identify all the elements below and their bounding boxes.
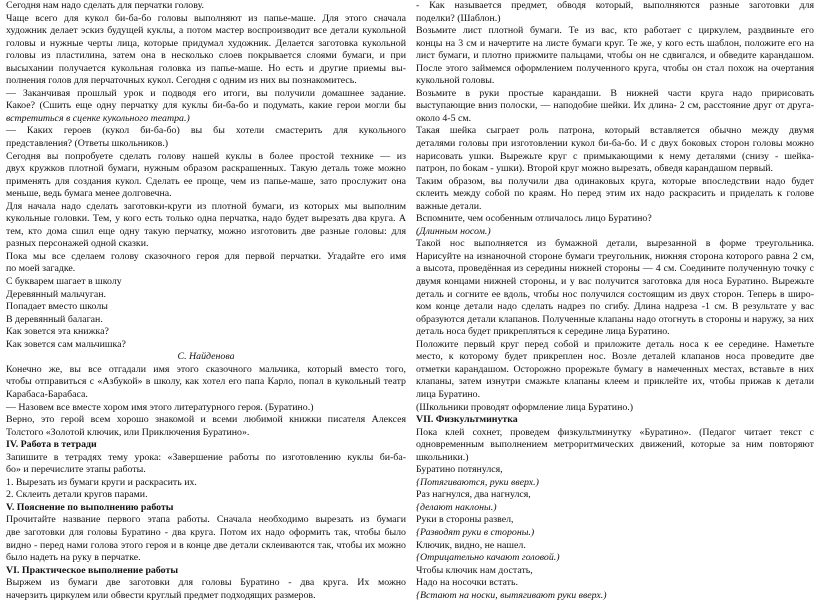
text-line: Вспомните, чем особенным отличалось лицо Буратино?: [416, 213, 652, 225]
text-line: было надеть на руку в перчатке.: [6, 552, 141, 564]
text-line: С. Найденова: [177, 351, 235, 363]
text-line: — Заканчивая прошлый урок и подводя его итоги, вы получили домашнее задание.: [6, 87, 406, 99]
text-line: VII. Физкультминутка: [416, 414, 518, 426]
text-line: деталями головы при изготовлении кукол би-ба-бо. И с двух боковых сторон головы можно: [416, 138, 814, 150]
text-line: Пока клей сохнет, проведем физкультминутку «Буратино». (Педагог читает текст с: [416, 426, 814, 438]
text-line: Сегодня нам надо сделать для перчатки голову.: [6, 0, 204, 11]
text-line: важные детали.: [416, 200, 482, 212]
text-line: {Отрицательно качают головой.): [416, 552, 560, 564]
text-line: видно - перед нами голова этого героя и в конце две детали склеиваются так, чтобы их можно: [6, 539, 406, 551]
text-line: головы и нужные черты лица, которые придумал художник. Делается заготовка кукольной: [6, 37, 406, 49]
text-line: Чтобы ключик нам достать,: [416, 564, 533, 576]
text-line: VI. Практическое выполнение работы: [6, 564, 179, 576]
text-line: склеить между собой по краям. Но перед этим их надо раскрасить и приделать к голове: [416, 188, 814, 200]
text-line: тем, кто дома сшил еще одну такую перчатку, можно изготовить две разные головы: для: [6, 225, 406, 237]
text-line: меньше, ведь бумага менее долговечна.: [6, 188, 172, 200]
text-line: {делают наклоны.): [416, 501, 497, 513]
text-line: лист бумаги, и плотно прижмите пальцами, чтобы он не сдвигался, и обведите карандашом.: [416, 50, 814, 62]
text-line: выступающие вниз полоски, — наподобие шейки. Их длина- 2 см, расстояние друг от друга-: [416, 100, 814, 112]
text-line: деталь носа будет прикрепляться к середине лица Буратино.: [416, 326, 670, 338]
text-line: высыхании получается кукольная головка из папье-маше. Но есть и другие приемы вы-: [6, 62, 406, 74]
right-column: [416, 0, 814, 602]
text-line: Карабаса-Барабаса.: [6, 388, 88, 400]
text-line: одновременным выполнением метроритмических движений, которые за ним повторяют: [416, 439, 814, 451]
text-line: С букварем шагает в школу: [6, 276, 122, 288]
text-line: около 4-5 см.: [416, 112, 472, 124]
text-line: образуются детали клапанов. Полученные клапаны надо отогнуть в стороны и наружу, за них: [416, 313, 814, 325]
text-line: двух кружков плотной бумаги, нужным образом раскрашенных. Такую деталь тоже можно: [6, 163, 406, 175]
text-line: двумя концами нижней стороны, и у вас получится заготовка для носа Буратино. Вырежьте: [416, 276, 814, 288]
text-line: встретиться в сценке кукольного театра.): [6, 112, 190, 124]
text-line: кукольные головки. Тем, у кого есть только одна перчатка, надо будет вырезать два круга. А: [6, 213, 406, 225]
text-line: — Каких героев (кукол би-ба-бо) вы бы хотели смастерить для кукольного: [6, 125, 406, 137]
text-line: Толстого «Золотой ключик, или Приключения Буратино».: [6, 426, 250, 438]
text-line: бо» и перечислите этапы работы.: [6, 464, 146, 476]
text-line: концы на 3 см и начертите на листе бумаги круг. Те же, у кого есть шаблон, положите его на: [416, 37, 814, 49]
text-line: В деревянный балаган.: [6, 313, 103, 325]
text-line: V. Пояснение по выполнению работы: [6, 501, 174, 513]
text-line: Для начала надо сделать заготовки-круги из плотной бумаги, из которых мы выполним: [6, 200, 406, 212]
text-line: художник делает эскиз будущей куклы, а потом мастер воспроизводит все детали кукольной: [6, 25, 406, 37]
text-line: Положите первый круг перед собой и приложите деталь носа к ее середине. Наметьте: [416, 338, 814, 350]
text-line: {Разводят руки в стороны.): [416, 526, 535, 538]
text-line: лица Буратино.: [416, 388, 481, 400]
text-line: Деревянный мальчуган.: [6, 288, 107, 300]
text-line: (Длинным носом.): [416, 225, 491, 237]
text-line: Руки в стороны развел,: [416, 514, 514, 526]
text-line: Запишите в тетрадях тему урока: «Завершение работы по изготовлению куклы би-ба-: [6, 451, 406, 463]
text-line: отметки карандашом. Осторожно прорежьте бумагу в намеченных местах, вставьте в них: [416, 363, 814, 375]
text-line: Прочитайте название первого этапа работы. Сначала необходимо вырезать из бумаги: [6, 514, 406, 526]
text-line: представления? (Ответы школьников.): [6, 138, 169, 150]
text-line: {Потягиваются, руки вверх.): [416, 476, 539, 488]
text-line: Пока мы все сделаем голову сказочного героя для первой перчатки. Угадайте его имя: [6, 250, 406, 262]
text-line: Возьмите в руки простые карандаши. В нижней части круга надо пририсовать: [416, 87, 814, 99]
text-line: 1. Вырезать из бумаги круги и раскрасить их.: [6, 476, 197, 488]
text-line: применять для создания кукол. Сделать ее проще, чем из папье-маше, зато прослужит она: [6, 175, 406, 187]
text-line: Возьмите лист плотной бумаги. Те из вас, кто работает с циркулем, раздвиньте его: [416, 25, 814, 37]
text-line: Таким образом, вы получили два одинаковых круга, которые впоследствии надо будет: [416, 175, 814, 187]
text-line: Надо на носочки встать.: [416, 577, 518, 589]
text-line: После этого займемся оформлением полученного круга, чтобы он стал похож на очертания: [416, 62, 814, 74]
text-line: полнения голов для перчаточных кукол. Сегодня с одним из них вы познакомитесь.: [6, 75, 357, 87]
text-line: — Назовем все вместе хором имя этого литературного героя. (Буратино.): [6, 401, 314, 413]
text-line: нарисовать ушки. Вырежьте круг с примыкающими к нему деталями (снизу - шейка-: [416, 150, 814, 162]
text-line: а высота, проведённая из середины нижней стороны — 4 см. Соедините полученную точку с: [416, 263, 814, 275]
text-line: Буратино потянулся,: [416, 464, 503, 476]
text-line: клапаны, затем изнутри смажьте клапаны клеем и приклейте их, чтобы прижав к детали: [416, 376, 814, 388]
text-line: ком конце детали надо сделать надрез по сгибу. Длина надреза -1 см. В результате у вас: [416, 301, 814, 313]
text-line: Как зовется сам мальчишка?: [6, 338, 126, 350]
text-line: IV. Работа в тетради: [6, 439, 97, 451]
text-line: по моей загадке.: [6, 263, 76, 275]
text-line: Как зовется эта книжка?: [6, 326, 109, 338]
text-line: деталь и согните ее вдоль, чтобы нос получился состоящим из двух сторон. Теперь в широ-: [416, 288, 814, 300]
text-line: {Встают на носки, вытягивают руки вверх.): [416, 589, 607, 601]
text-line: Попадает вместо школы: [6, 301, 108, 313]
text-line: Такой нос выполняется из бумажной детали, вырезанной в форме треугольника.: [416, 238, 814, 250]
text-line: поделки? (Шаблон.): [416, 12, 501, 24]
text-line: Сегодня вы попробуете сделать голову нашей куклы в более простой технике — из: [6, 150, 406, 162]
text-line: кукольной головы.: [416, 75, 495, 87]
text-line: Какое? (Сшить еще одну перчатку для куклы би-ба-бо и подумать, какие герои могли бы: [6, 100, 406, 112]
text-line: две заготовки для головы Буратино - два круга. Потом их надо оформить так, чтобы было: [6, 526, 406, 538]
text-line: разных персонажей одной сказки.: [6, 238, 149, 250]
text-line: 2. Склеить детали кругов парами.: [6, 489, 148, 501]
text-line: головы из пластилина, затем она в несколько слоев покрывается слоями бумаги, и при: [6, 50, 406, 62]
text-line: место, к которому будет прикреплен нос. Возле деталей клапанов носа проведите две: [416, 351, 814, 363]
text-line: (Школьники проводят оформление лица Буратино.): [416, 401, 634, 413]
text-line: начерзить циркулем или обвести круглый предмет подходящих размеров.: [6, 589, 316, 601]
text-line: Ключик, видно, не нашел.: [416, 539, 526, 551]
text-line: чтобы отправиться с «Азбукой» в школу, как хотел его папа Карло, попал в кукольный театр: [6, 376, 406, 388]
text-line: Чаще всего для кукол би-ба-бо головы выполняют из папье-маше. Для этого сначала: [6, 12, 406, 24]
text-line: Верно, это герой всем хорошо знакомой и всеми любимой книжки писателя Алексея: [6, 414, 406, 426]
text-line: школьники.): [416, 451, 469, 463]
text-line: Раз нагнулся, два нагнулся,: [416, 489, 531, 501]
text-line: Конечно же, вы все отгадали имя этого сказочного мальчика, который вместо того,: [6, 363, 406, 375]
text-line: Выржем из бумаги две заготовки для головы Буратино - два круга. Их можно: [6, 577, 406, 589]
left-column: [6, 0, 406, 602]
text-line: Такая шейка сыграет роль патрона, который вставляется обычно между двумя: [416, 125, 814, 137]
text-line: патрон, по бокам - ушки). Второй круг можно вырезать, обведя карандашом первый.: [416, 163, 773, 175]
text-line: - Как называется предмет, обводя который, выполняются разные заготовки для: [416, 0, 814, 11]
text-line: Нарисуйте на изнаночной стороне бумаги треугольник, нижняя сторона которого равна 2 см,: [416, 250, 814, 262]
